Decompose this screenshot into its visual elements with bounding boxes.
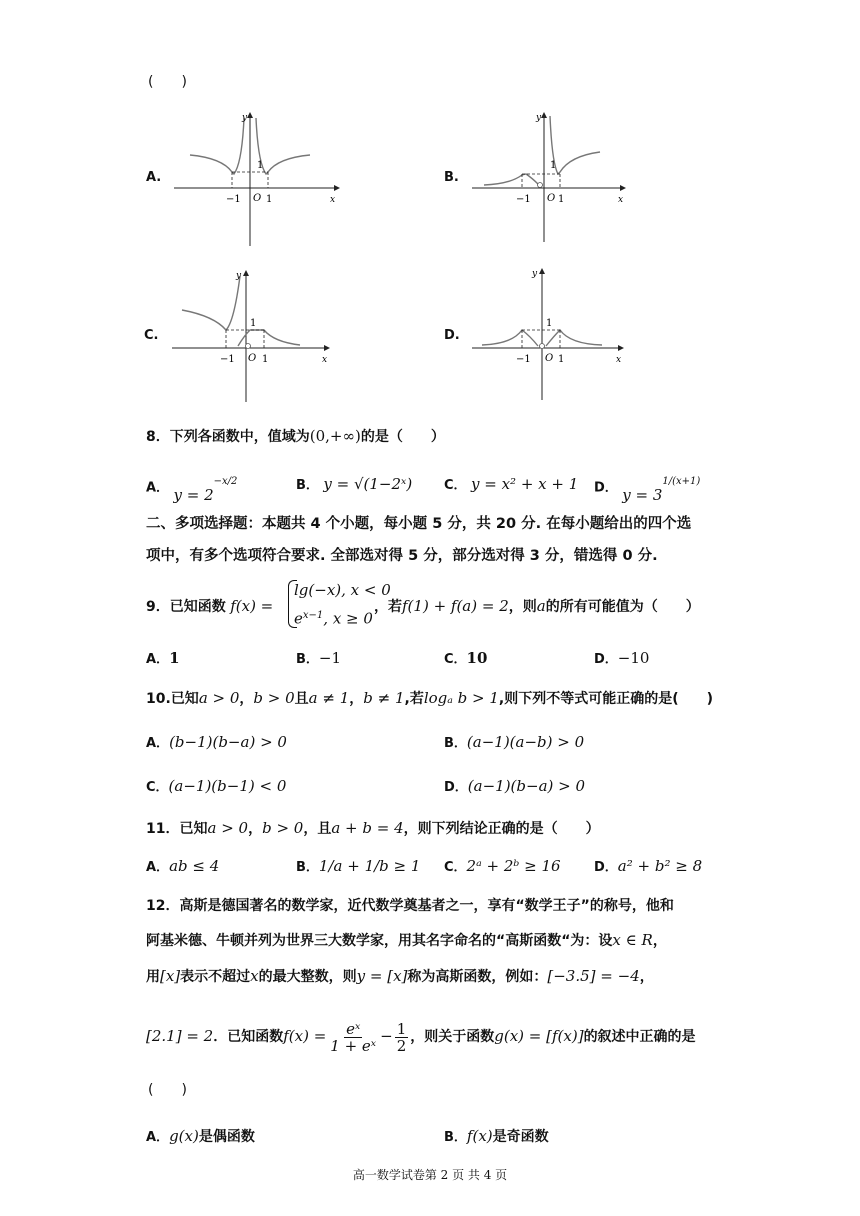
q8-option-c-label: C． bbox=[444, 478, 467, 493]
q9-text-a: 已知函数 bbox=[169, 599, 226, 615]
q12-line-3-m3: y = [x] bbox=[356, 967, 408, 985]
q11-option-a[interactable] bbox=[146, 856, 219, 878]
q8-option-c-expr: y = x² + x + 1 bbox=[471, 475, 579, 493]
q11-number: 11． bbox=[146, 821, 180, 837]
q12-option-b[interactable] bbox=[444, 1126, 549, 1148]
graph-d-x-label: x bbox=[616, 355, 622, 365]
graph-c-tick-minus-one: −1 bbox=[220, 354, 235, 365]
graph-c-origin: O bbox=[248, 353, 257, 364]
q12-line-3-m4: [−3.5] = −4 bbox=[547, 967, 640, 985]
q12-fraction-2-num: 1 bbox=[396, 1019, 407, 1038]
section2-heading-line2: 项中，有多个选项符合要求. 全部选对得 5 分，部分选对得 3 分，错选得 0 分. bbox=[146, 548, 658, 564]
q11-cond-2: b > 0 bbox=[262, 819, 304, 837]
q7-option-d-label[interactable]: D. bbox=[444, 328, 460, 343]
q12-line-2-math: x ∈ R bbox=[612, 931, 653, 949]
q12-line-2-tail: ， bbox=[652, 933, 667, 949]
graph-c-tick-one: 1 bbox=[262, 354, 269, 365]
q12-option-a-label: A． bbox=[146, 1130, 170, 1145]
q11-text-c: ，则下列结论正确的是（ ） bbox=[403, 821, 600, 837]
q12-option-b-text: 是奇函数 bbox=[492, 1129, 549, 1145]
q9-option-d-label: D． bbox=[594, 652, 618, 667]
q12-minus: − bbox=[380, 1027, 393, 1045]
q12-line-4-c: 的叙述中正确的是 bbox=[583, 1029, 696, 1045]
q11-option-c-label: C． bbox=[444, 860, 467, 875]
q12-line-2-text: 阿基米德、牛顿并列为世界三大数学家，用其名字命名的“高斯函数“为：设 bbox=[146, 933, 613, 949]
q9-stem-tail bbox=[374, 596, 700, 617]
q10-and: 且 bbox=[294, 691, 309, 707]
q10-option-d[interactable] bbox=[444, 776, 585, 798]
q12-line-3-a: 用 bbox=[146, 969, 160, 985]
q10-cond-5: logₐ b > 1 bbox=[423, 689, 499, 707]
q8-option-d-exponent: 1/(x+1) bbox=[662, 476, 701, 487]
q12-line-3-d: 称为高斯函数，例如： bbox=[407, 969, 548, 985]
q9-text-d: 的所有可能值为（ ） bbox=[545, 599, 700, 615]
q10-stem bbox=[146, 688, 713, 709]
q10-number: 10. bbox=[146, 691, 171, 707]
q9-option-a-label: A． bbox=[146, 652, 170, 667]
q12-line-3-e: ， bbox=[639, 969, 654, 985]
q12-option-b-expr: f(x) bbox=[466, 1127, 493, 1145]
q8-text-a: 下列各函数中，值域为 bbox=[169, 429, 310, 445]
q11-option-c[interactable] bbox=[444, 856, 561, 878]
q11-option-d[interactable] bbox=[594, 856, 702, 878]
q12-line-3-m2: x bbox=[250, 967, 259, 985]
q10-option-b-expr: (a−1)(a−b) > 0 bbox=[466, 733, 585, 751]
q11-cond-1: a > 0 bbox=[207, 819, 249, 837]
graph-a-y-one: 1 bbox=[257, 160, 264, 171]
q8-option-b-expr: y = √(1−2ˣ) bbox=[323, 475, 413, 493]
q8-option-a-base: y = 2 bbox=[173, 485, 214, 504]
q10-sep-1: ， bbox=[239, 691, 254, 707]
q9-condition: f(1) + f(a) = 2 bbox=[402, 597, 509, 615]
q8-option-d[interactable] bbox=[594, 474, 701, 504]
section2-heading-line1: 二、多项选择题：本题共 4 个小题，每小题 5 分，共 20 分. 在每小题给出的四个选 bbox=[146, 516, 692, 532]
graph-a-x-label: x bbox=[330, 195, 336, 205]
q10-option-c-label: C． bbox=[146, 780, 169, 795]
q9-option-d[interactable] bbox=[594, 648, 649, 670]
q12-line-4 bbox=[146, 1018, 696, 1055]
q11-text-b: ，且 bbox=[303, 821, 332, 837]
q10-text-b: ,则下列不等式可能正确的是( ) bbox=[498, 691, 714, 707]
q12-line-4-m2: g(x) = [f(x)] bbox=[494, 1027, 584, 1045]
q11-option-b-expr: 1/a + 1/b ≥ 1 bbox=[318, 857, 421, 875]
q9-number: 9． bbox=[146, 599, 170, 615]
q8-option-a[interactable] bbox=[146, 474, 238, 504]
q10-option-a-label: A． bbox=[146, 736, 170, 751]
q8-option-b-label: B． bbox=[296, 478, 319, 493]
q11-stem bbox=[146, 818, 600, 839]
q9-text-c: ，则 bbox=[508, 599, 537, 615]
q10-cond-4: b ≠ 1 bbox=[363, 689, 405, 707]
q12-fraction-1-num: eˣ bbox=[346, 1019, 361, 1038]
q7-graph-d bbox=[470, 264, 640, 404]
q10-option-d-expr: (a−1)(b−a) > 0 bbox=[467, 777, 586, 795]
q10-cond-2: b > 0 bbox=[253, 689, 295, 707]
q8-option-d-base: y = 3 bbox=[622, 485, 663, 504]
q12-option-a-expr: g(x) bbox=[169, 1127, 199, 1145]
q12-line-4-a: ．已知函数 bbox=[213, 1029, 284, 1045]
q10-cond-3: a ≠ 1 bbox=[308, 689, 350, 707]
graph-d-y-label: y bbox=[532, 269, 538, 279]
graph-d-tick-one: 1 bbox=[558, 354, 565, 365]
q12-line-4-b: ，则关于函数 bbox=[410, 1029, 495, 1045]
graph-a-tick-one: 1 bbox=[266, 194, 273, 205]
graph-b-origin: O bbox=[547, 193, 556, 204]
q9-case-2 bbox=[294, 606, 373, 630]
graph-c-x-label: x bbox=[322, 355, 328, 365]
q9-function-name: f(x) = bbox=[230, 597, 274, 615]
graph-c-y-label: y bbox=[236, 271, 242, 281]
q7-option-a-label[interactable]: A. bbox=[146, 170, 162, 185]
q12-fraction-1 bbox=[328, 1021, 378, 1054]
graph-b-y-label: y bbox=[536, 113, 542, 123]
q10-option-b[interactable] bbox=[444, 732, 584, 754]
q11-option-c-expr: 2ᵃ + 2ᵇ ≥ 16 bbox=[466, 857, 561, 875]
graph-a-y-label: y bbox=[242, 113, 248, 123]
q12-line-3-c: 的最大整数，则 bbox=[258, 969, 357, 985]
graph-a-origin: O bbox=[253, 193, 262, 204]
graph-b-tick-minus-one: −1 bbox=[516, 194, 531, 205]
q9-option-b[interactable] bbox=[296, 648, 341, 670]
q12-line-1-text: 高斯是德国著名的数学家，近代数学奠基者之一，享有“数学王子”的称号，他和 bbox=[179, 898, 674, 914]
q12-option-a[interactable] bbox=[146, 1126, 255, 1148]
q10-option-c-expr: (a−1)(b−1) < 0 bbox=[168, 777, 287, 795]
q12-option-b-label: B． bbox=[444, 1130, 467, 1145]
q10-option-c[interactable] bbox=[146, 776, 286, 798]
q7-answer-paren: ( ) bbox=[148, 74, 187, 90]
q10-text-a: 已知 bbox=[170, 691, 199, 707]
q8-option-a-exponent: −x/2 bbox=[213, 476, 238, 487]
q11-text-a: 已知 bbox=[179, 821, 208, 837]
q9-case-1-text: lg(−x), x < 0 bbox=[294, 581, 391, 599]
q11-option-a-expr: ab ≤ 4 bbox=[169, 857, 220, 875]
q8-option-b[interactable] bbox=[296, 474, 412, 496]
q9-case-2-exponent: x−1 bbox=[302, 610, 324, 621]
q9-text-b: ，若 bbox=[374, 599, 402, 615]
graph-a-tick-minus-one: −1 bbox=[226, 194, 241, 205]
graph-b-y-one: 1 bbox=[550, 160, 557, 171]
q9-option-d-value: −10 bbox=[617, 649, 650, 667]
q11-option-d-expr: a² + b² ≥ 8 bbox=[617, 857, 703, 875]
q7-option-c-label[interactable]: C. bbox=[144, 328, 159, 343]
q9-option-b-value: −1 bbox=[318, 649, 342, 667]
q8-option-c[interactable] bbox=[444, 474, 578, 496]
q11-option-a-label: A． bbox=[146, 860, 170, 875]
q11-sep: ， bbox=[248, 821, 263, 837]
q12-line-2 bbox=[146, 930, 667, 951]
q8-number: 8． bbox=[146, 429, 170, 445]
q7-graph-a bbox=[172, 108, 342, 248]
q12-fraction-2 bbox=[395, 1021, 409, 1054]
q9-stem bbox=[146, 596, 273, 617]
graph-d-origin: O bbox=[545, 353, 554, 364]
graph-d-tick-minus-one: −1 bbox=[516, 354, 531, 365]
graph-b-tick-one: 1 bbox=[558, 194, 565, 205]
q9-option-c-value: 10 bbox=[466, 649, 488, 667]
q9-option-b-label: B． bbox=[296, 652, 319, 667]
q12-line-3 bbox=[146, 966, 654, 987]
q9-option-c-label: C． bbox=[444, 652, 467, 667]
q9-option-a-value: 1 bbox=[169, 649, 180, 667]
q10-sep-3: ,若 bbox=[404, 691, 424, 707]
q12-answer-paren: ( ) bbox=[148, 1082, 187, 1098]
q7-graph-b bbox=[470, 108, 640, 248]
q7-graph-c bbox=[170, 264, 340, 404]
q12-fraction-2-den: 2 bbox=[396, 1036, 407, 1055]
q8-interval: (0,+∞) bbox=[309, 427, 361, 445]
q11-cond-3: a + b = 4 bbox=[331, 819, 404, 837]
q12-fraction-1-den: 1 + eˣ bbox=[330, 1036, 377, 1055]
q12-number: 12． bbox=[146, 898, 180, 914]
q12-line-3-m1: [x] bbox=[160, 967, 181, 985]
q8-text-b: 的是（ ） bbox=[360, 429, 445, 445]
q9-case-2-tail: , x ≥ 0 bbox=[323, 609, 373, 628]
graph-b-x-label: x bbox=[618, 195, 624, 205]
q12-line-4-m1: [2.1] = 2 bbox=[146, 1027, 214, 1045]
q10-option-b-label: B． bbox=[444, 736, 467, 751]
q10-cond-1: a > 0 bbox=[198, 689, 240, 707]
q10-option-a-expr: (b−1)(b−a) > 0 bbox=[169, 733, 287, 751]
q9-variable: a bbox=[536, 597, 546, 615]
q9-case-2-base: e bbox=[294, 609, 303, 628]
q9-option-a[interactable] bbox=[146, 648, 180, 670]
q7-option-b-label[interactable]: B. bbox=[444, 170, 459, 185]
q12-option-a-text: 是偶函数 bbox=[198, 1129, 255, 1145]
q12-line-4-fx: f(x) = bbox=[283, 1027, 327, 1045]
q9-option-c[interactable] bbox=[444, 648, 487, 670]
q12-line-3-b: 表示不超过 bbox=[180, 969, 251, 985]
page-footer: 高一数学试卷第 2 页 共 4 页 bbox=[352, 1168, 508, 1182]
graph-c-y-one: 1 bbox=[250, 318, 257, 329]
q10-option-a[interactable] bbox=[146, 732, 287, 754]
q8-stem bbox=[146, 426, 445, 447]
q12-line-1 bbox=[146, 896, 674, 916]
q11-option-b-label: B． bbox=[296, 860, 319, 875]
q8-option-d-label: D． bbox=[594, 480, 618, 496]
q8-option-a-label: A． bbox=[146, 480, 170, 496]
q10-option-d-label: D． bbox=[444, 780, 468, 795]
q10-sep-2: ， bbox=[349, 691, 364, 707]
graph-d-y-one: 1 bbox=[546, 318, 553, 329]
q11-option-b[interactable] bbox=[296, 856, 420, 878]
q11-option-d-label: D． bbox=[594, 860, 618, 875]
